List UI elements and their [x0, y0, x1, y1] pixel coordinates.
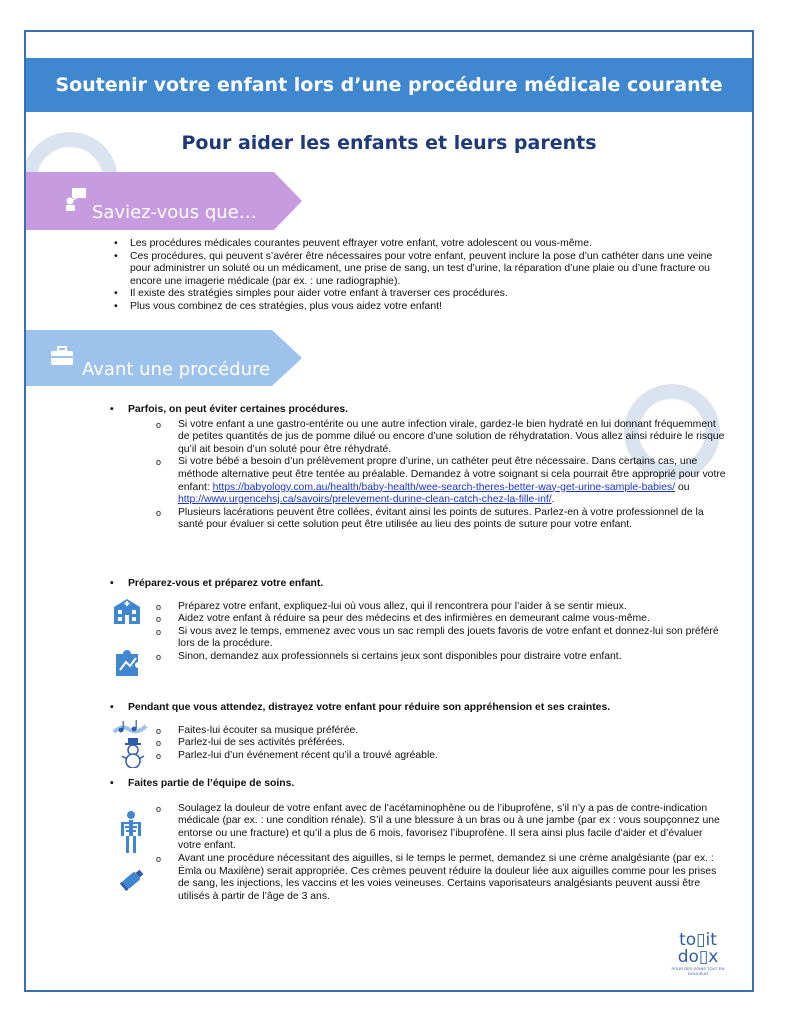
urgencehsj-link[interactable]: http://www.urgencehsj.ca/savoirs/prelevement-durine-clean-catch-chez-la-fille-inf/	[178, 494, 552, 506]
sub-item-text: Si votre bébé a besoin d’un prélèvement propre d’urine, un cathéter peut être nécessaire. Dans certains cas, une méthode alternative peut être tentée au préalable. Demandez à votre soignant si cela pourrait être approprié pour votre enfant:	[178, 456, 726, 493]
document-page	[24, 30, 754, 992]
cream-tube-icon	[118, 864, 148, 894]
title-banner	[26, 58, 752, 112]
sub-item: o Si votre enfant a une gastro-entérite ou une autre infection virale, gardez-le bien hydraté en lui donnant fréquemment de petites quantités de jus de pomme dilué ou encore d’une solution de réhydratation. Vous allez ainsi réduire le risque qu’il ait besoin d’un soluté pour être réhydraté.	[108, 419, 728, 457]
bullet-heading: • Pendant que vous attendez, distrayez votre enfant pour réduire son appréhension et ses craintes.	[108, 702, 728, 715]
briefcase-icon	[50, 346, 74, 366]
waiting-content	[108, 702, 728, 762]
bullet-heading: • Préparez-vous et préparez votre enfant.	[108, 578, 728, 591]
list-item: • Il existe des stratégies simples pour aider votre enfant à traverser ces procédures.	[110, 288, 714, 301]
tout-doux-logo	[668, 932, 728, 976]
babyology-link[interactable]: https://babyology.com.au/health/baby-health/wee-search-theres-better-way-get-urine-sample-babies/	[212, 481, 676, 493]
did-you-know-list	[110, 238, 714, 314]
sub-item: o Plusieurs lacérations peuvent être collées, évitant ainsi les points de sutures. Parlez-en à votre professionnel de la santé pour évaluer si cette solution peut être utilisée au lieu des points de suture pour votre enfant.	[108, 507, 728, 532]
puzzle-icon	[114, 650, 142, 678]
logo-tagline: POUR DES SOINS TOUT EN DOUCEUR	[671, 966, 725, 976]
section-heading-avant	[26, 330, 306, 382]
sub-item: o Sinon, demandez aux professionnels si certains jeux sont disponibles pour distraire votre enfant.	[108, 651, 728, 664]
list-item: • Les procédures médicales courantes peuvent effrayer votre enfant, votre adolescent ou vous-même.	[110, 238, 714, 251]
section-heading-saviez	[26, 172, 306, 224]
hospital-icon	[110, 598, 144, 626]
before-procedure-content	[108, 404, 728, 532]
logo-word-1: to▯it	[679, 930, 717, 950]
page-title: Soutenir votre enfant lors d’une procédure médicale courante	[55, 74, 723, 96]
sub-item: o Parlez-lui d’un événement récent qu’il a trouvé agréable.	[108, 750, 728, 763]
sub-item-text: .	[551, 494, 555, 506]
sub-item-text: ou	[675, 481, 690, 493]
music-notes-icon	[112, 718, 148, 736]
bullet-heading: • Parfois, on peut éviter certaines procédures.	[108, 404, 728, 417]
skeleton-icon	[120, 810, 142, 854]
section-label: Saviez-vous que…	[92, 202, 257, 223]
bullet-heading: • Faites partie de l’équipe de soins.	[108, 778, 728, 791]
sub-item: o Faites-lui écouter sa musique préférée.	[108, 725, 728, 738]
sub-item: o Si vous avez le temps, emmenez avec vous un sac rempli des jouets favoris de votre enfant et donnez-lui son préféré lors de la procédure.	[108, 626, 728, 651]
list-item: • Ces procédures, qui peuvent s’avérer être nécessaires pour votre enfant, peuvent inclure la pose d’un cathéter dans une veine pour administrer un soluté ou un médicament, une prise de sang, un test d’urine, la réparation d’une plaie ou d’une fracture ou encore une imagerie médicale (par ex. : une radiographie).	[110, 251, 714, 289]
sub-item: o Parlez-lui de ses activités préférées.	[108, 737, 728, 750]
sub-item	[108, 456, 728, 506]
prepare-content	[108, 578, 728, 664]
presenter-icon	[64, 186, 88, 212]
sub-item: o Aidez votre enfant à réduire sa peur des médecins et des infirmières en demeurant calme vous-même.	[108, 613, 728, 626]
section-label: Avant une procédure	[82, 359, 271, 380]
list-item: • Plus vous combinez de ces stratégies, plus vous aidez votre enfant!	[110, 301, 714, 314]
snowman-icon	[120, 738, 146, 768]
sub-item: o Préparez votre enfant, expliquez-lui où vous allez, qui il rencontrera pour l’aider à se sentir mieux.	[108, 601, 728, 614]
sub-item: o Avant une procédure nécessitant des aiguilles, si le temps le permet, demandez si une crème analgésiante (par ex. : Émla ou Maxilène) serait appropriée. Ces crèmes peuvent réduire la douleur liée aux aiguilles comme pour les prises de sang, les injections, les vaccins et les voies veineuses. Certains vaporisateurs analgésiants peuvent aussi être utilisés à partir de l’âge de 3 ans.	[108, 853, 728, 903]
logo-word-2: do▯x	[677, 947, 719, 967]
page-subtitle: Pour aider les enfants et leurs parents	[181, 132, 597, 154]
care-team-content	[108, 778, 728, 903]
sub-item: o Soulagez la douleur de votre enfant avec de l’acétaminophène ou de l’ibuprofène, s’il n’y a pas de contre-indication médicale (par ex. : une condition rénale). S’il a une blessure à un bras ou à une jambe (par ex : vous soupçonnez une entorse ou une fracture) et qu’il a plus de 6 mois, favorisez l’ibuprofène. Il sera ainsi plus facile d’aider et d’évaluer votre enfant.	[108, 803, 728, 853]
